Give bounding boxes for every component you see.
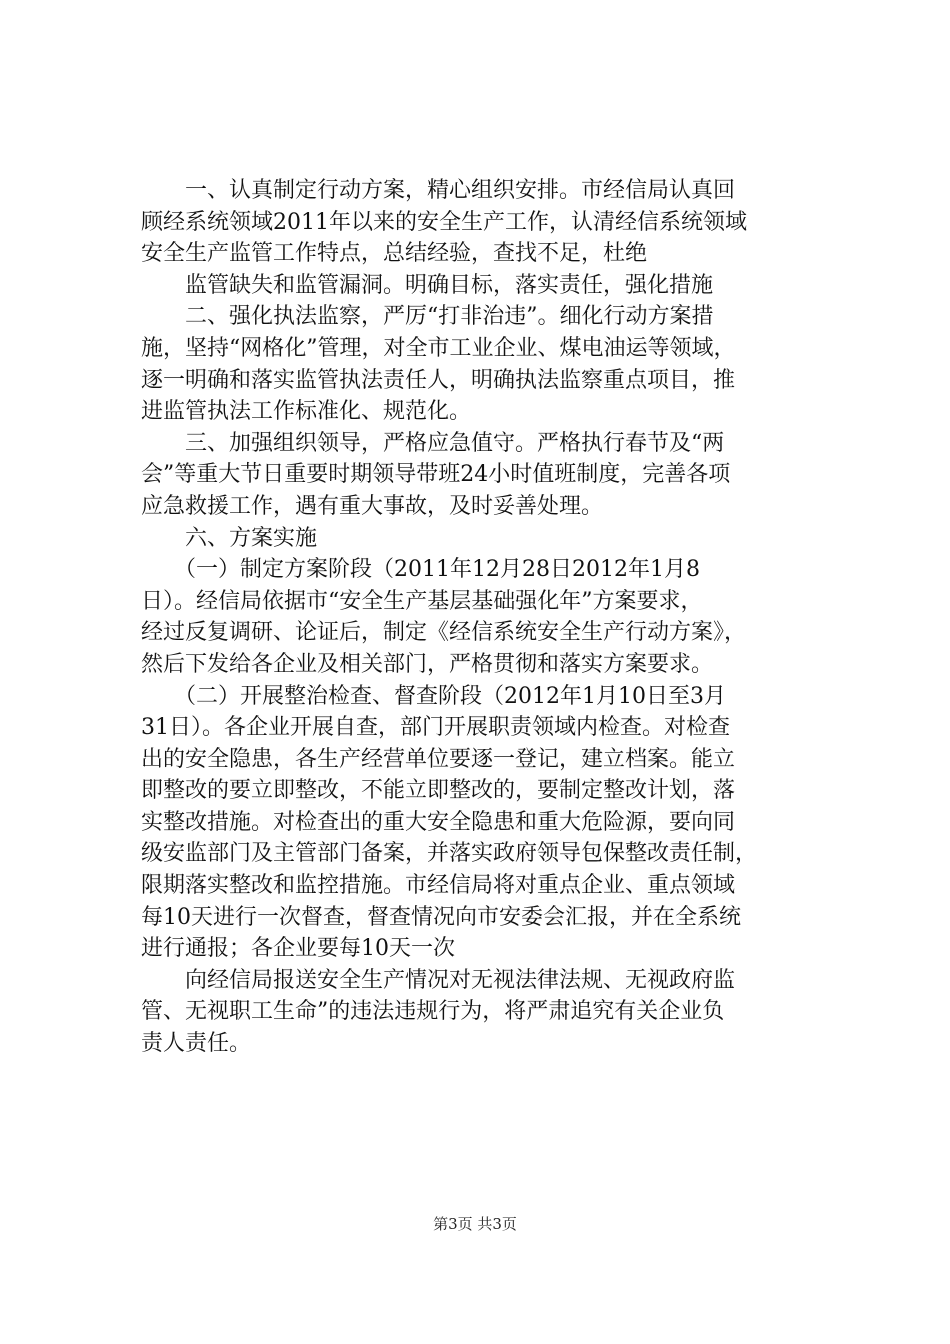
document-line: 施，坚持“网格化”管理，对全市工业企业、煤电油运等领域， [141,335,736,361]
document-line: 31日）。各企业开展自查，部门开展职责领域内检查。对检查 [141,715,730,741]
document-line: 责人责任。 [141,1031,252,1057]
document-line: （二）开展整治检查、督查阶段（2012年1月10日至3月 [141,683,726,709]
document-line: 逐一明确和落实监管执法责任人，明确执法监察重点项目，推 [141,367,736,393]
document-line: 然后下发给各企业及相关部门，严格贯彻和落实方案要求。 [141,651,714,677]
document-line: 管、无视职工生命”的违法违规行为，将严肃追究有关企业负 [141,999,725,1025]
document-line: 顾经系统领域2011年以来的安全生产工作，认清经信系统领域 [141,209,747,235]
document-line: 每10天进行一次督查，督查情况向市安委会汇报，并在全系统 [141,904,741,930]
document-line: 二、强化执法监察，严厉“打非治违”。细化行动方案措 [141,304,714,330]
document-line: 监管缺失和监管漏洞。明确目标，落实责任，强化措施 [141,272,714,298]
document-line: 限期落实整改和监控措施。市经信局将对重点企业、重点领域 [141,873,736,899]
document-line: 进行通报；各企业要每10天一次 [141,936,455,962]
document-line: 六、方案实施 [141,525,318,551]
document-line: 会”等重大节日重要时期领导带班24小时值班制度，完善各项 [141,462,731,488]
document-line: 向经信局报送安全生产情况对无视法律法规、无视政府监 [141,967,736,993]
document-line: 日）。经信局依据市“安全生产基层基础强化年”方案要求， [141,588,703,614]
document-line: 经过反复调研、论证后，制定《经信系统安全生产行动方案》， [141,620,747,646]
document-line: 安全生产监管工作特点，总结经验，查找不足，杜绝 [141,241,648,267]
document-line: 实整改措施。对检查出的重大安全隐患和重大危险源，要向同 [141,809,736,835]
document-line: （一）制定方案阶段（2011年12月28日2012年1月8 [141,557,700,583]
document-line: 级安监部门及主管部门备案，并落实政府领导包保整改责任制， [141,841,758,867]
document-line: 进监管执法工作标准化、规范化。 [141,399,472,425]
document-line: 出的安全隐患，各生产经营单位要逐一登记，建立档案。能立 [141,746,736,772]
document-line: 即整改的要立即整改，不能立即整改的，要制定整改计划，落 [141,778,736,804]
page-footer: 第3页 共3页 [433,1215,517,1233]
document-line: 一、认真制定行动方案，精心组织安排。市经信局认真回 [141,178,736,203]
document-line: 应急救援工作，遇有重大事故，及时妥善处理。 [141,493,604,519]
document-body [141,175,845,1060]
document-line: 三、加强组织领导，严格应急值守。严格执行春节及“两 [141,430,725,456]
